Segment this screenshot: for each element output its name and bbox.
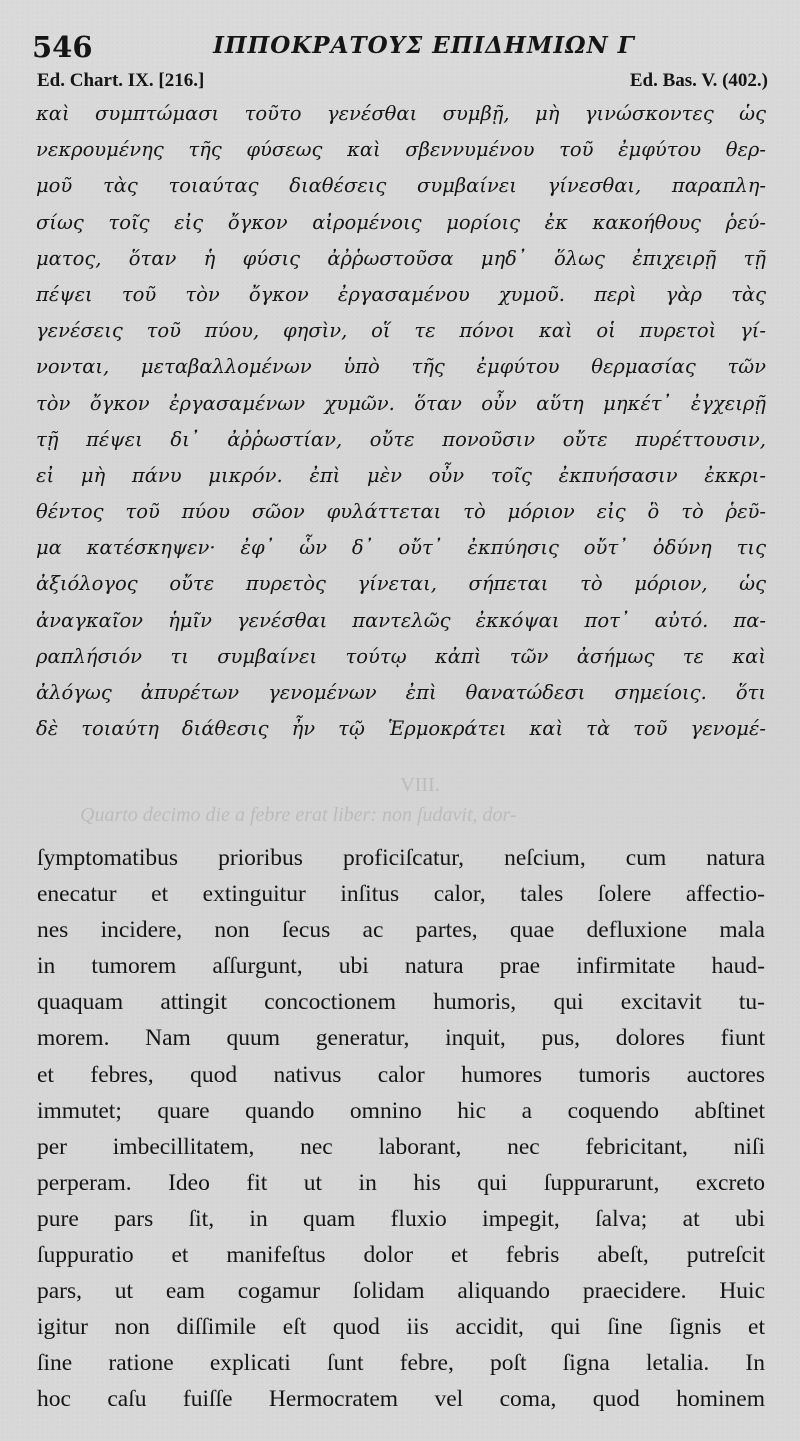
greek-text-line: θέντος τοῦ πύου σῶον φυλάττεται τὸ μόριον εἰς ὃ τὸ ῥεῦ- <box>36 500 766 524</box>
greek-text-line: ραπλήσιόν τι συμβαίνει τούτῳ κἀπὶ τῶν ἀσήμως τε καὶ <box>36 644 766 668</box>
greek-text-line: μα κατέσκηψεν· ἐφ᾽ ὧν δ᾽ οὔτ᾽ ἐκπύησις οὔτ᾽ ὀδύνη τις <box>36 536 766 560</box>
greek-text-line: εἰ μὴ πάνυ μικρόν. ἐπὶ μὲν οὖν τοῖς ἐκπυήσασιν ἐκκρι- <box>36 463 766 487</box>
latin-text-line: ſine ratione explicati ſunt febre, poſt ſigna letalia. In <box>37 1350 765 1377</box>
latin-text-line: quaquam attingit concoctionem humoris, qui excitavit tu- <box>37 989 765 1016</box>
greek-text-line: γενέσεις τοῦ πύου, φησὶν, οἵ τε πόνοι καὶ οἱ πυρετοὶ γί- <box>36 319 766 343</box>
bleed-through-heading: VIII. <box>400 774 440 796</box>
latin-text-line: enecatur et extinguitur inſitus calor, tales ſolere affectio- <box>37 881 765 908</box>
greek-text-line: νεκρουμένης τῆς φύσεως καὶ σβεννυμένου τοῦ ἐμφύτου θερ- <box>36 138 766 162</box>
latin-text-line: perperam. Ideo fit ut in his qui ſuppurarunt, excreto <box>37 1169 765 1196</box>
latin-text-line: in tumorem aſſurgunt, ubi natura prae infirmitate haud- <box>37 953 765 980</box>
latin-text-line: igitur non diſſimile eſt quod iis accidit, qui ſine ſignis et <box>37 1314 765 1341</box>
running-title: ΙΠΠΟΚΡΑΤΟΥΣ ΕΠΙΔΗΜΙΩΝ Γ <box>213 32 635 59</box>
greek-text-line: ματος, ὅταν ἡ φύσις ἀῤῥωστοῦσα μηδ᾽ ὅλως ἐπιχειρῇ τῇ <box>36 246 766 270</box>
greek-text-line: δὲ τοιαύτη διάθεσις ἦν τῷ Ἑρμοκράτει καὶ τὰ τοῦ γενομέ- <box>36 717 766 741</box>
greek-text-line: ἀξιόλογος οὔτε πυρετὸς γίνεται, σήπεται τὸ μόριον, ὡς <box>36 572 766 596</box>
page-header <box>32 28 770 68</box>
page-number: 546 <box>32 30 93 64</box>
latin-text-line: pars, ut eam cogamur ſolidam aliquando praecidere. Huic <box>37 1278 765 1305</box>
bleed-through-text <box>80 770 760 830</box>
greek-text-line: ἀλόγως ἀπυρέτων γενομένων ἐπὶ θανατώδεσι σημείοις. ὅτι <box>36 681 766 704</box>
greek-text-block <box>36 96 766 747</box>
latin-text-line: et febres, quod nativus calor humores tumoris auctores <box>37 1061 765 1088</box>
greek-text-line: μοῦ τὰς τοιαύτας διαθέσεις συμβαίνει γίνεσθαι, παραπλη- <box>36 174 766 198</box>
edition-reference-left: Ed. Chart. IX. [216.] <box>37 70 205 91</box>
latin-text-line: nes incidere, non ſecus ac partes, quae defluxione mala <box>37 917 765 944</box>
latin-text-line: ſymptomatibus prioribus proficiſcatur, neſcium, cum natura <box>37 845 765 871</box>
greek-text-line: ἀναγκαῖον ἡμῖν γενέσθαι παντελῶς ἐκκόψαι ποτ᾽ αὐτό. πα- <box>36 608 766 632</box>
edition-reference-right: Ed. Bas. V. (402.) <box>629 70 768 91</box>
greek-text-line: σίως τοῖς εἰς ὄγκον αἰρομένοις μορίοις ἐκ κακοήθους ῥεύ- <box>36 210 766 234</box>
latin-text-line: immutet; quare quando omnino hic a coquendo abſtinet <box>37 1097 765 1124</box>
greek-text-line: πέψει τοῦ τὸν ὄγκον ἐργασαμένου χυμοῦ. περὶ γὰρ τὰς <box>36 282 766 306</box>
greek-text-line: τῇ πέψει δι᾽ ἀῤῥωστίαν, οὔτε πονοῦσιν οὔτε πυρέττουσιν, <box>36 427 766 451</box>
latin-text-line: hoc caſu fuiſſe Hermocratem vel coma, quod hominem <box>37 1386 765 1413</box>
greek-text-line: τὸν ὄγκον ἐργασαμένων χυμῶν. ὅταν οὖν αὕτη μηκέτ᾽ ἐγχειρῇ <box>36 391 766 415</box>
latin-text-line: pure pars ſit, in quam fluxio impegit, ſalva; at ubi <box>37 1205 765 1232</box>
latin-text-block <box>37 840 765 1418</box>
bleed-through-line: Quarto decimo die a febre erat liber: non ſudavit, dor- <box>80 804 517 826</box>
latin-text-line: ſuppuratio et manifeſtus dolor et febris abeſt, putreſcit <box>37 1242 765 1269</box>
greek-text-line: καὶ συμπτώμασι τοῦτο γενέσθαι συμβῇ, μὴ γινώσκοντες ὡς <box>36 102 766 125</box>
greek-text-line: νονται, μεταβαλλομένων ὑπὸ τῆς ἐμφύτου θερμασίας τῶν <box>36 355 766 379</box>
latin-text-line: per imbecillitatem, nec laborant, nec febricitant, niſi <box>37 1133 765 1160</box>
latin-text-line: morem. Nam quum generatur, inquit, pus, dolores fiunt <box>37 1025 765 1052</box>
